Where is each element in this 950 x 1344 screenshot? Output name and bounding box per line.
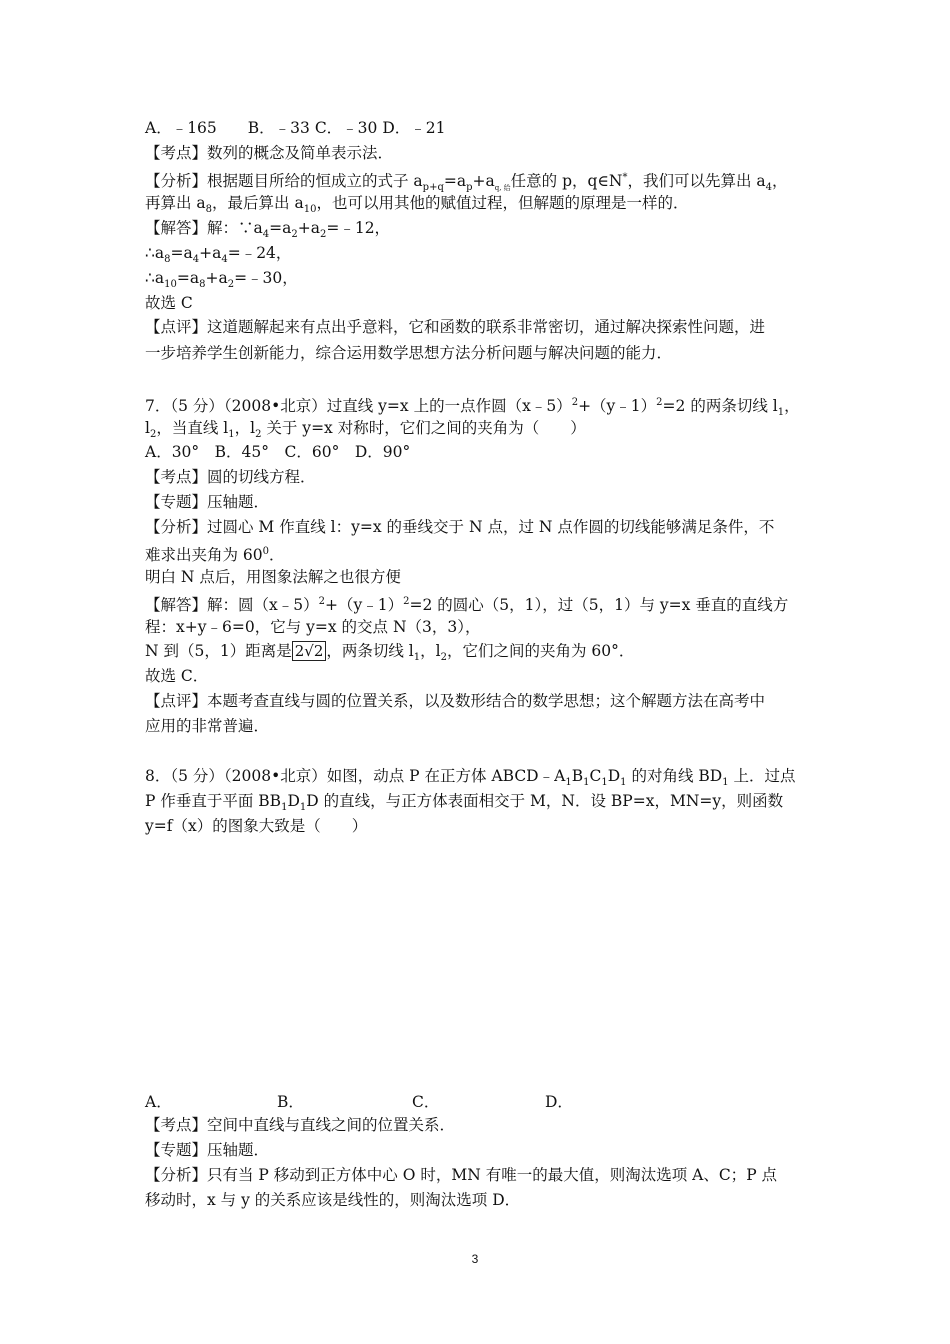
q7-jieda-line1: 【解答】解：圆（x﹣5）$^2$+（y﹣1）$^2$=2 的圆心（5，1），过（5，1）与 y=x 垂直的直线方 — [145, 596, 789, 614]
q7-answer: 故选 C． — [145, 667, 209, 685]
q7-kaodian: 【考点】圆的切线方程． — [145, 468, 316, 486]
q6-options: A．﹣165 B．﹣33 C．﹣30 D．﹣21 — [145, 119, 446, 137]
q6-jieda-line1: 【解答】解：$\because a_4=a_2+a_2=﹣12$， — [145, 219, 391, 240]
q7-options: A．30° B．45° C．60° D．90° — [145, 443, 411, 461]
q7-jieda-line2: 程：x+y﹣6=0，它与 y=x 的交点 N（3，3）， — [145, 618, 481, 636]
q7-dianping-line1: 【点评】本题考查直线与圆的位置关系，以及数形结合的数学思想；这个解题方法在高考中 — [145, 692, 766, 710]
q8-option-b: B． — [277, 1093, 304, 1111]
q6-answer: 故选 C — [145, 294, 193, 312]
q7-fenxi-line2: 难求出夹角为 $60^0$． — [145, 546, 285, 564]
q8-stem-line2: P 作垂直于平面 $BB_1D_1D$ 的直线，与正方体表面相交于 M，N．设 BP=x，MN=y，则函数 — [145, 792, 784, 813]
q7-stem-line1: 7．（5 分）（2008•北京）过直线 y=x 上的一点作圆（x﹣5）$^2$+（y﹣1）$^2$=2 的两条切线 $l_1$， — [145, 397, 800, 418]
q7-dianping-line2: 应用的非常普遍． — [145, 717, 270, 735]
q7-jieda-line3: N 到（5，1）距离是 2√2 ，两条切线 $l_1$，$l_2$，它们之间的夹角为 60°． — [145, 642, 635, 663]
q7-stem-line2: $l_2$，当直线 $l_1$，$l_2$ 关于 y=x 对称时，它们之间的夹角为（ ） — [145, 419, 586, 440]
q7-zhuanti: 【专题】压轴题． — [145, 493, 270, 511]
q6-fenxi-line2: 再算出 $a_8$，最后算出 $a_{10}$，也可以用其他的赋值过程，但解题的原理是一样的． — [145, 194, 689, 215]
q8-zhuanti: 【专题】压轴题． — [145, 1141, 270, 1159]
q6-kaodian: 【考点】数列的概念及简单表示法． — [145, 144, 394, 162]
q7-fenxi-line1: 【分析】过圆心 M 作直线 l：y=x 的垂线交于 N 点，过 N 点作圆的切线能够满足条件，不 — [145, 518, 775, 536]
q8-stem-line1: 8．（5 分）（2008•北京）如图，动点 P 在正方体 $ABCD﹣A_1B_1C_1D_1$ 的对角线 $BD_1$ 上．过点 — [145, 767, 796, 788]
q6-jieda-line3: $\therefore a_{10}=a_8+a_2=﹣30$， — [145, 269, 298, 290]
q6-dianping-line2: 一步培养学生创新能力，综合运用数学思想方法分析问题与解决问题的能力． — [145, 344, 673, 362]
q7-fenxi-line3: 明白 N 点后，用图象法解之也很方便 — [145, 568, 401, 586]
q8-fenxi-line1: 【分析】只有当 P 移动到正方体中心 O 时，MN 有唯一的最大值，则淘汰选项 A、C；P 点 — [145, 1166, 778, 1184]
q8-option-c: C． — [412, 1093, 440, 1111]
q8-stem-line3: y=f（x）的图象大致是（ ） — [145, 817, 368, 835]
q8-kaodian: 【考点】空间中直线与直线之间的位置关系． — [145, 1116, 456, 1134]
q8-option-d: D． — [545, 1093, 573, 1111]
q6-fenxi-line1: 【分析】根据题目所给的恒成立的式子 $a_{p+q}=a_p+a_{q, 给}$任意的 p，q∈N*，我们可以先算出 $a_4$， — [145, 172, 788, 193]
q8-option-a: A． — [145, 1093, 172, 1111]
q6-dianping-line1: 【点评】这道题解起来有点出乎意料，它和函数的联系非常密切，通过解决探索性问题，进 — [145, 318, 766, 336]
page-number: 3 — [471, 1252, 479, 1266]
sqrt-formula-image: 2√2 — [292, 641, 327, 661]
q8-fenxi-line2: 移动时，x 与 y 的关系应该是线性的，则淘汰选项 D． — [145, 1191, 521, 1209]
q6-jieda-line2: $\therefore a_8=a_4+a_4=﹣24$， — [145, 244, 292, 265]
